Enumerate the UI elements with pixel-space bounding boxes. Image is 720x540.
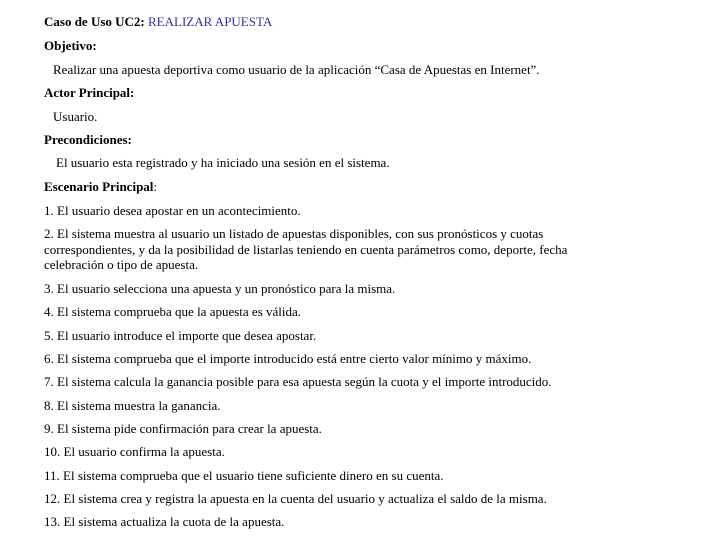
escenario-colon: : — [153, 179, 158, 194]
title-prefix: Caso de Uso UC2: — [44, 14, 148, 29]
step-5: 5. El usuario introduce el importe que desea apostar. — [44, 328, 317, 343]
step-10: 10. El usuario confirma la apuesta. — [44, 444, 225, 459]
use-case-name: REALIZAR APUESTA — [148, 14, 273, 29]
actor-text: Usuario. — [53, 109, 98, 124]
step-11: 11. El sistema comprueba que el usuario tiene suficiente dinero en su cuenta. — [44, 468, 444, 483]
step-8: 8. El sistema muestra la ganancia. — [44, 398, 221, 413]
step-7: 7. El sistema calcula la ganancia posible para esa apuesta según la cuota y el importe introducido. — [44, 374, 552, 389]
precondiciones-heading: Precondiciones: — [44, 132, 132, 147]
step-12: 12. El sistema crea y registra la apuesta en la cuenta del usuario y actualiza el saldo de la misma. — [44, 491, 547, 506]
precondiciones-text: El usuario esta registrado y ha iniciado una sesión en el sistema. — [56, 155, 390, 170]
escenario-heading — [44, 179, 157, 194]
step-9: 9. El sistema pide confirmación para crear la apuesta. — [44, 421, 322, 436]
step-4: 4. El sistema comprueba que la apuesta es válida. — [44, 304, 302, 319]
escenario-heading-text: Escenario Principal — [44, 179, 154, 194]
objetivo-text: Realizar una apuesta deportiva como usuario de la aplicación “Casa de Apuestas en Internet”. — [53, 62, 540, 77]
step-6: 6. El sistema comprueba que el importe introducido está entre cierto valor mínimo y máximo. — [44, 351, 532, 366]
step-3: 3. El usuario selecciona una apuesta y un pronóstico para la misma. — [44, 281, 396, 296]
actor-heading: Actor Principal: — [44, 85, 135, 100]
step-13: 13. El sistema actualiza la cuota de la apuesta. — [44, 514, 285, 529]
step-2: 2. El sistema muestra al usuario un listado de apuestas disponibles, con sus pronósticos y cuotas correspondientes, y da la posibilidad de listarlas teniendo en cuenta parámetros como, deporte, fecha celebración o tipo de apuesta. — [44, 226, 568, 272]
page-title — [44, 14, 272, 29]
objetivo-heading: Objetivo: — [44, 38, 97, 53]
step-1: 1. El usuario desea apostar en un acontecimiento. — [44, 203, 301, 218]
